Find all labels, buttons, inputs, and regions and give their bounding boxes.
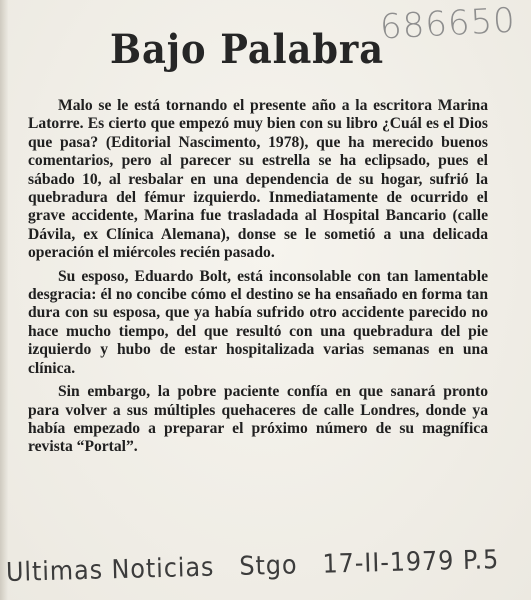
source-date-page: 17-II-1979 P.5 — [322, 545, 500, 580]
source-publication: Ultimas Noticias — [5, 552, 215, 588]
article-paragraph: Malo se le está tornando el presente año a la escritora Marina Latorre. Es cierto que empezó muy bien con su libro ¿Cuál es el Dios que pasa? (Editorial Nascimento, 1978), que ha merecido buenos comentarios, pero al parecer su estrella se ha eclipsado, pues el sábado 10, al resbalar en una dependencia de su hogar, sufrió la quebradura del fémur izquierdo. Inmediatamente de ocurrido el grave accidente, Marina fue trasladada al Hospital Bancario (calle Dávila, ex Clínica Alemana), donse se le sometió a una delicada operación el miércoles recién pasado. — [28, 97, 488, 262]
paper-edge — [0, 0, 8, 600]
article-paragraph: Su esposo, Eduardo Bolt, está inconsolable con tan lamentable desgracia: él no concibe cómo el destino se ha ensañado en forma tan dura con su esposa, que ya había sufrido otro accidente parecido no hace mucho tiempo, del que resultó con una quebradura del pie izquierdo y hubo de estar hospitalizada varias semanas en una clínica. — [28, 267, 488, 377]
article-paragraph: Sin embargo, la pobre paciente confía en que sanará pronto para volver a sus múltiples quehaceres de calle Londres, donde ya había empezado a preparar el próximo número de su magnífica revista “Portal”. — [28, 383, 488, 456]
handwritten-reference-number: 686650 — [379, 0, 517, 48]
handwritten-source-note — [6, 545, 516, 588]
article-headline: Bajo Palabra — [110, 26, 384, 73]
source-place: Stgo — [239, 550, 298, 582]
article-body — [28, 97, 488, 462]
